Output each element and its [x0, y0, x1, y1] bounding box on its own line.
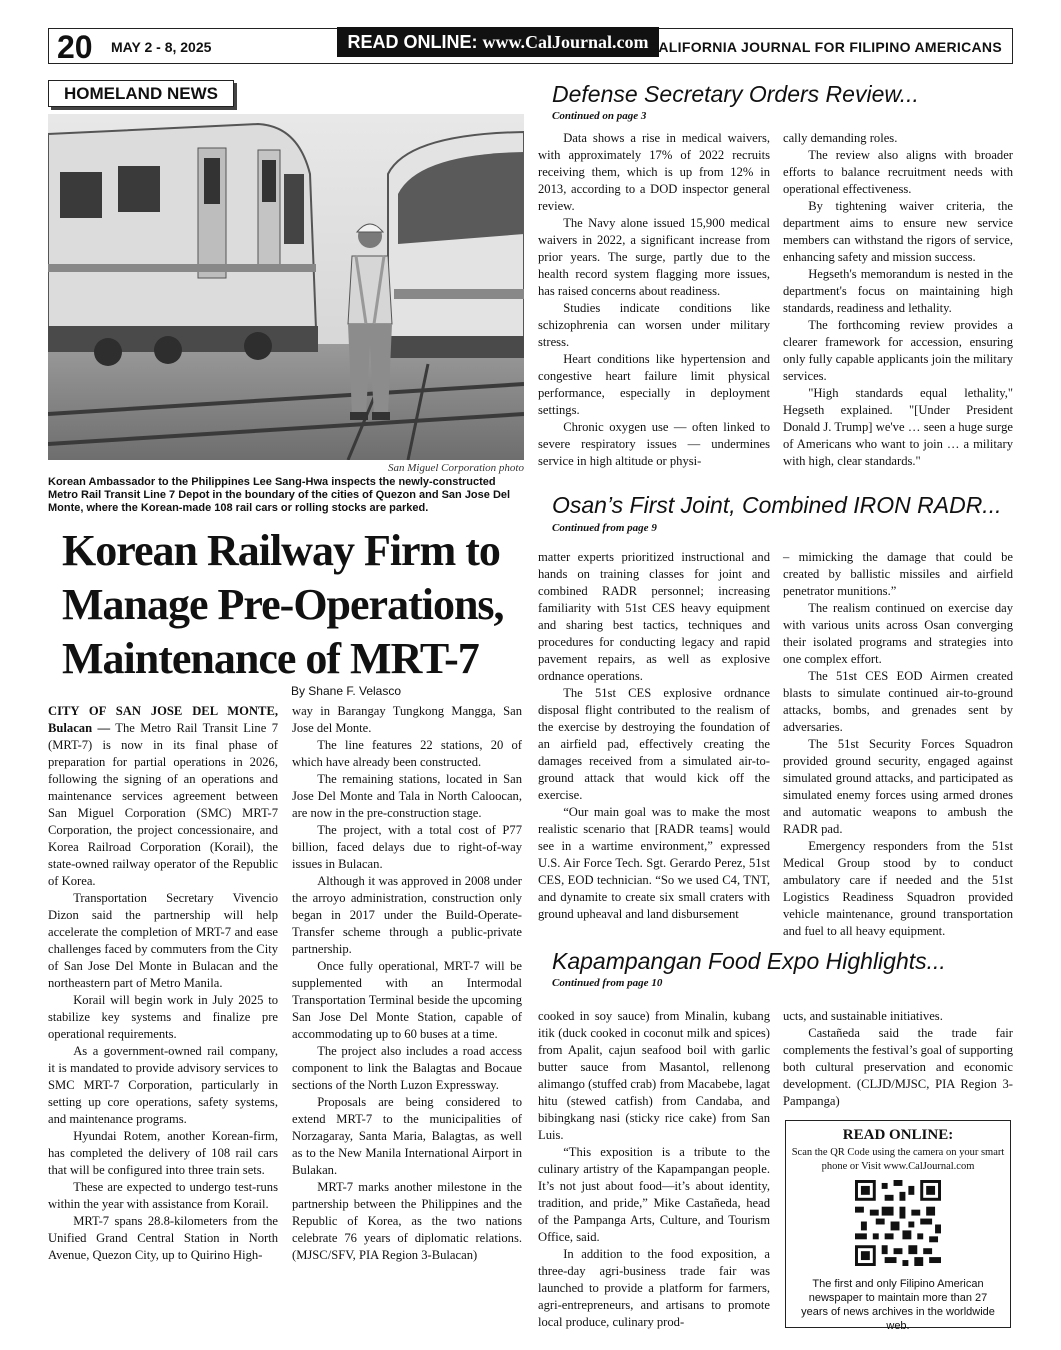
article-paragraph: By tightening waiver criteria, the department aims to ensure new service members can withstand the rigors of service, enhancing safety and mission success. [783, 199, 1013, 264]
article-paragraph: “This exposition is a tribute to the culinary artistry of the Kapampangan people. It’s not just about food—it’s about identity, tradition, and pride,” Mike Castañeda, head of the Pampanga Arts, Culture, and Tourism Office, said. [538, 1145, 770, 1244]
read-online-box-text: Scan the QR Code using the camera on your smart phone or Visit www.CalJournal.com [791, 1147, 1005, 1172]
article-paragraph: “Our main goal was to make the most realistic scenario that [RADR teams] would see in a wartime environment,” expressed U.S. Air Force Tech. Sgt. Gerardo Perez, 51st CES, EOD technician. “So we used C4, TNT, and dynamite to create six small craters with ground upheaval and land disbursement [538, 805, 770, 921]
article-paragraph: The 51st Security Forces Squadron provided ground security, engaged against simulated ground attacks, and participated as simulated enemy forces using armed drones and automatic weapons to ambush the RADR pad. [783, 737, 1013, 836]
osan-continued: Continued from page 9 [552, 522, 657, 534]
kapampangan-column-2 [783, 1008, 1013, 1110]
article-paragraph: "High standards equal lethality," Hegseth explained. "[Under President Donald J. Trump] we've … seen a huge surge of Americans who want to join … a military with high, clear standards." [783, 386, 1013, 468]
article-paragraph: Emergency responders from the 51st Medical Group stood by to conduct ambulatory care if needed and the 51st Logistics Readiness Squadron provided vehicle maintenance, ground transportation and fuel to all heavy equipment. [783, 839, 1013, 938]
qr-code-icon[interactable] [855, 1180, 941, 1266]
osan-column-2 [783, 549, 1013, 940]
article-paragraph: cooked in soy sauce) from Minalin, kubang itik (duck cooked in coconut milk and spices) from Apalit, cajun seafood boil with garlic butter sauce from Masantol, rellenong alimango (stuffed crab) from Macabebe, lagat hitu (stewed catfish) from Candaba, and bibingkang nasi (sticky rice cake) from San Luis. [538, 1009, 770, 1142]
article-paragraph: matter experts prioritized instructional and hands on training classes for joint and combined RADR personnel; increasing familiarity with 51st CES heavy equipment and sharing best tactics, techniques and procedures for conducting legacy and rapid pavement repairs, as well as explosive ordnance operations. [538, 550, 770, 683]
page-number: 20 [57, 29, 93, 65]
article-paragraph: Data shows a rise in medical waivers, with approximately 17% of 2022 recruits receiving them, which is up from 12% in 2013, according to a DOD inspector general review. [538, 131, 770, 213]
article-paragraph: Hegseth's memorandum is nested in the department's focus on maintaining high standards, readiness and lethality. [783, 267, 1013, 315]
read-online-box-footer: The first and only Filipino American newspaper to maintain more than 27 years of news archives in the worldwide web. [801, 1278, 995, 1332]
article-paragraph: Although it was approved in 2008 under the arroyo administration, construction only began in 2017 under the Build-Operate-Transfer scheme through a public-private partnership. [292, 874, 522, 956]
article-paragraph: Proposals are being considered to extend MRT-7 to the municipalities of Norzagaray, Santa Maria, Balagtas, as well as to the New Manila International Airport in Bulakan. [292, 1095, 522, 1177]
article-paragraph: ucts, and sustainable initiatives. [783, 1009, 943, 1023]
defense-continued: Continued on page 3 [552, 110, 647, 122]
article-paragraph: Korail will begin work in July 2025 to stabilize key systems and finalize pre operational requirements. [48, 993, 278, 1041]
article-paragraph: – mimicking the damage that could be created by ballistic missiles and airfield penetrator munitions.” [783, 550, 1013, 598]
article-paragraph: CITY OF SAN JOSE DEL MONTE, Bulacan — The Metro Rail Transit Line 7 (MRT-7) is now in its final phase of preparation for partial operations in 2026, following the signing of an operations and maintenance services agreement between San Miguel Corporation (SMC) MRT-7 Corporation, the project concessionaire, and Korea Railroad Corporation (Korail), the state-owned railway operator of the Republic of Korea. [48, 704, 279, 888]
article-paragraph: Hyundai Rotem, another Korean-firm, has completed the delivery of 108 rail cars that will be configured into three train sets. [48, 1129, 278, 1177]
article-paragraph: Studies indicate conditions like schizophrenia can worsen under military stress. [538, 301, 770, 349]
headline-line-2: Manage Pre-Operations, [62, 580, 504, 629]
article-paragraph: The project, with a total cost of P77 billion, faced delays due to right-of-way issues in Bulacan. [292, 823, 522, 871]
main-article-column-1 [48, 703, 278, 1264]
article-paragraph: The line features 22 stations, 20 of which have already been constructed. [292, 738, 522, 769]
photo-caption: Korean Ambassador to the Philippines Lee Sang-Hwa inspects the newly-constructed Metro Rail Transit Line 7 Depot in the boundary of the cities of Quezon and San Jose Del Monte, where the Korean-made 108 rail cars or rolling stocks are parked. [48, 476, 511, 514]
train-depot-photo [48, 114, 524, 460]
read-online-banner[interactable] [337, 27, 659, 57]
kapampangan-continued: Continued from page 10 [552, 977, 663, 989]
article-paragraph: MRT-7 spans 28.8-kilometers from the Unified Grand Central Station in North Avenue, Quezon City, up to Quirino High- [48, 1214, 278, 1262]
defense-headline: Defense Secretary Orders Review... [552, 81, 919, 107]
osan-column-1 [538, 549, 770, 923]
article-paragraph: Castañeda said the trade fair complements the festival’s goal of supporting both cultural preservation and economic development. (CLJD/MJSC, PIA Region 3-Pampanga) [783, 1026, 1013, 1108]
headline-line-3: Maintenance of MRT-7 [62, 634, 479, 683]
article-paragraph: In addition to the food exposition, a three-day agri-business trade fair was launched to provide a platform for farmers, agri-entrepreneurs, and artisans to promote local produce, culinary prod- [538, 1247, 770, 1329]
article-paragraph: The Navy alone issued 15,900 medical waivers in 2022, a significant increase from prior years. The surge, partly due to the health record system flagging more issues, has raised concerns about readiness. [538, 216, 770, 298]
main-article-column-2 [292, 703, 522, 1264]
main-headline [62, 524, 522, 686]
article-paragraph: Once fully operational, MRT-7 will be supplemented with an Intermodal Transportation Terminal beside the upcoming San Jose Del Monte Station, capable of accommodating up to 60 buses at a time. [292, 959, 522, 1041]
kapampangan-column-1 [538, 1008, 770, 1331]
read-online-url[interactable]: www.CalJournal.com [482, 32, 649, 52]
osan-headline: Osan’s First Joint, Combined IRON RADR... [552, 492, 1002, 518]
article-paragraph: Transportation Secretary Vivencio Dizon said the partnership will help accelerate the completion of MRT-7 and ease challenges faced by commuters from the City of San Jose Del Monte in Bulacan and the northeastern part of Metro Manila. [48, 891, 278, 990]
kapampangan-headline: Kapampangan Food Expo Highlights... [552, 948, 946, 974]
section-tag: HOMELAND NEWS [48, 80, 234, 107]
byline: By Shane F. Velasco [290, 684, 402, 698]
article-paragraph: Chronic oxygen use — often linked to severe respiratory issues — undermines service in high altitude or physi- [538, 420, 770, 468]
publication-name: CALIFORNIA JOURNAL FOR FILIPINO AMERICANS [647, 39, 1002, 55]
article-paragraph: These are expected to undergo test-runs within the year with assistance from Korail. [48, 1180, 278, 1211]
article-paragraph: way in Barangay Tungkong Mangga, San Jose del Monte. [292, 704, 522, 735]
article-paragraph: The 51st CES EOD Airmen created blasts to simulate continued air-to-ground attacks, bombs, and grenades sent by adversaries. [783, 669, 1013, 734]
article-paragraph: As a government-owned rail company, it is mandated to provide advisory services to SMC MRT-7 Corporation, particularly in setting up core operations, safety systems, and maintenance programs. [48, 1044, 278, 1126]
headline-line-1: Korean Railway Firm to [62, 526, 500, 575]
article-paragraph: cally demanding roles. [783, 131, 898, 145]
issue-date: MAY 2 - 8, 2025 [111, 39, 212, 55]
train-photo-illustration [48, 114, 524, 460]
page-header [48, 28, 1013, 64]
read-online-label: READ ONLINE: [347, 32, 478, 52]
article-paragraph: MRT-7 marks another milestone in the partnership between the Philippines and the Republic of Korea, as the two nations celebrate 76 years of diplomatic relations. (MJSC/SFV, PIA Region 3-Bulacan) [292, 1180, 522, 1262]
dateline: CITY OF SAN JOSE DEL MONTE, Bulacan — [48, 704, 278, 735]
defense-column-2 [783, 130, 1013, 470]
article-paragraph: The 51st CES explosive ordnance disposal flight contributed to the realism of the exercise by destroying the foundation of an airfield pad, effectively creating the damages received from a simulated air-to-ground attack that would kick off the exercise. [538, 686, 770, 802]
defense-column-1 [538, 130, 770, 470]
read-online-box-title: READ ONLINE: [842, 1127, 954, 1143]
article-paragraph: The remaining stations, located in San Jose Del Monte and Tala in North Caloocan, are now in the pre-construction stage. [292, 772, 522, 820]
photo-credit: San Miguel Corporation photo [388, 462, 524, 474]
article-paragraph: The project also includes a road access component to link the Balagtas and Bocaue sections of the North Luzon Expressway. [292, 1044, 522, 1092]
article-paragraph: Heart conditions like hypertension and congestive heart failure limit physical performance, especially in deployment settings. [538, 352, 770, 417]
article-paragraph: The forthcoming review provides a clearer framework for accession, ensuring only fully capable applicants join the military services. [783, 318, 1013, 383]
article-paragraph: The review also aligns with broader efforts to balance recruitment needs with operational effectiveness. [783, 148, 1013, 196]
read-online-box [785, 1120, 1011, 1332]
article-paragraph: The realism continued on exercise day with various units across Osan converging their isolated programs and strategies into one complex effort. [783, 601, 1013, 666]
